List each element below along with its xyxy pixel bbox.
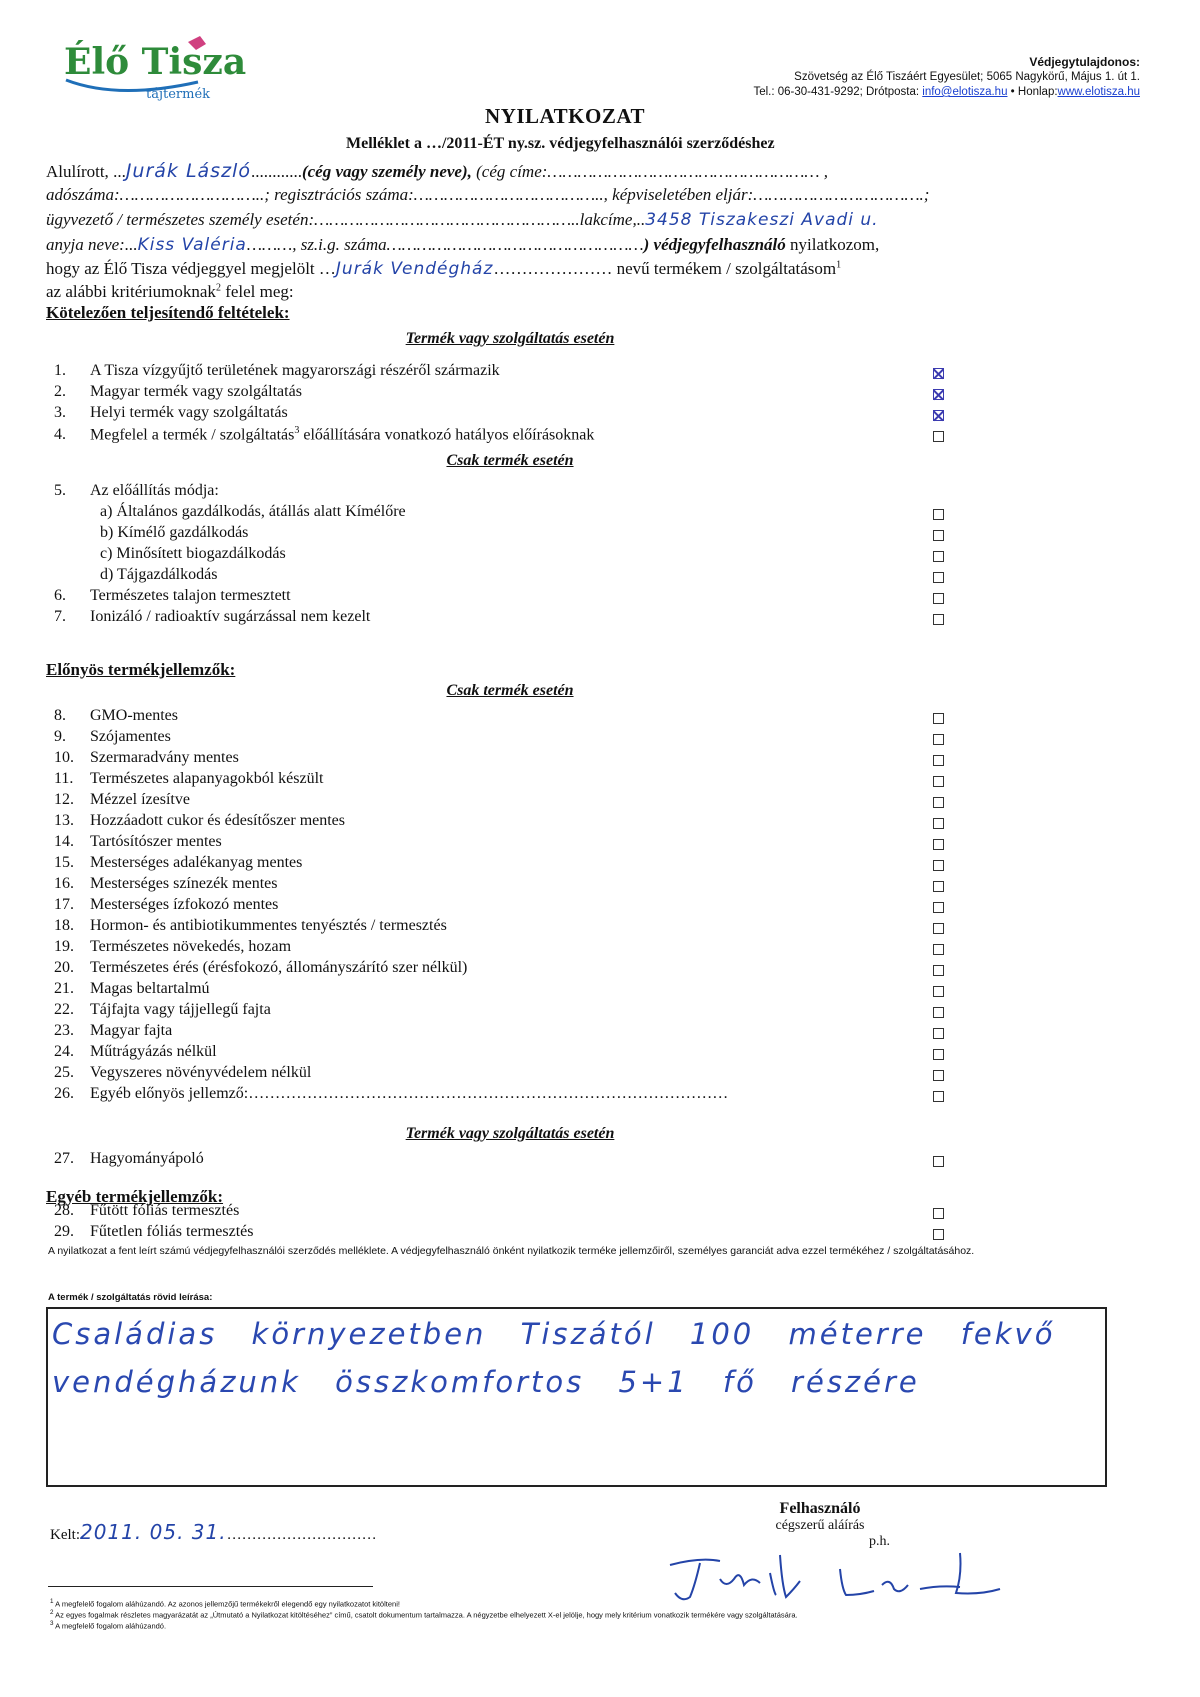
criteria-number: 20. xyxy=(54,959,74,976)
declaration-line-5: hogy az Élő Tisza védjeggyel megjelölt …Jurák Vendégház………………… nevű termékem / szolgáltatásom$^1$ xyxy=(46,259,842,279)
criteria-item xyxy=(54,1001,271,1019)
page-subtitle: Melléklet a …/2011-ÉT ny.sz. védjegyfelhasználói szerződéshez xyxy=(346,135,775,152)
logo-graphic xyxy=(58,30,258,110)
criteria-checkbox[interactable] xyxy=(933,755,944,766)
criteria-text: Szójamentes xyxy=(90,728,171,745)
criteria-checkbox[interactable] xyxy=(933,389,944,400)
owner-email-link[interactable]: info@elotisza.hu xyxy=(922,86,1008,98)
criteria-number: 22. xyxy=(54,1001,74,1018)
criteria-item xyxy=(100,503,406,521)
criteria-checkbox[interactable] xyxy=(933,1091,944,1102)
criteria-item xyxy=(54,362,500,380)
label-alulirott: Alulírott, xyxy=(46,162,109,181)
criteria-item xyxy=(54,917,447,935)
criteria-checkbox[interactable] xyxy=(933,551,944,562)
criteria-text: Magas beltartalmú xyxy=(90,980,210,997)
criteria-item xyxy=(54,482,219,500)
criteria-number: 9. xyxy=(54,728,66,745)
criteria-text: Az előállítás módja: xyxy=(90,482,219,499)
logo-tagline-text: tájtermék xyxy=(146,87,211,102)
date-field: Kelt:2011. 05. 31.………………………… xyxy=(50,1520,377,1544)
criteria-text: Mesterséges ízfokozó mentes xyxy=(90,896,279,913)
criteria-item xyxy=(54,854,302,872)
signature-graphic xyxy=(660,1545,1020,1615)
criteria-item xyxy=(54,833,222,851)
user-stamp-label: p.h. xyxy=(869,1534,890,1549)
criteria-number: 18. xyxy=(54,917,74,934)
criteria-checkbox[interactable] xyxy=(933,1208,944,1219)
section-other: Egyéb termékjellemzők: xyxy=(46,1187,224,1206)
criteria-text: Természetes növekedés, hozam xyxy=(90,938,292,955)
criteria-number: 17. xyxy=(54,896,74,913)
criteria-text-continued: előállítására vonatkozó hatályos előírásoknak xyxy=(299,426,595,444)
label-company-address: (cég címe: xyxy=(476,162,548,181)
criteria-checkbox[interactable] xyxy=(933,1049,944,1060)
criteria-number: 19. xyxy=(54,938,74,955)
subsection-product-only: Csak termék esetén xyxy=(446,452,574,469)
owner-phone: Tel.: 06-30-431-9292; Drótposta: xyxy=(753,86,920,98)
criteria-number: 29. xyxy=(54,1223,74,1240)
criteria-text: b) Kímélő gazdálkodás xyxy=(100,524,249,541)
criteria-text: d) Tájgazdálkodás xyxy=(100,566,218,583)
criteria-text: GMO-mentes xyxy=(90,707,178,724)
logo-brand-text: Élő Tisza xyxy=(64,41,247,83)
criteria-item xyxy=(54,980,210,998)
criteria-text: a) Általános gazdálkodás, átállás alatt Kímélőre xyxy=(100,503,406,520)
criteria-item xyxy=(54,1085,728,1103)
section-beneficial: Előnyös termékjellemzők: xyxy=(46,660,236,679)
criteria-item xyxy=(54,1150,204,1168)
criteria-text: Hormon- és antibiotikummentes tenyésztés / termesztés xyxy=(90,917,447,934)
description-handwritten-text: Családias környezetben Tiszától 100 méterre fekvő vendégházunk összkomfortos 5+1 fő részére xyxy=(52,1317,1056,1399)
handwritten-mother-name: Kiss Valéria xyxy=(137,235,247,255)
trademark-owner-block xyxy=(753,55,1140,100)
label-registration-number: ; regisztrációs száma: xyxy=(264,185,414,204)
criteria-text: Fűtött fóliás termesztés xyxy=(90,1202,240,1219)
label-complies: felel meg: xyxy=(225,282,294,301)
criteria-number: 26. xyxy=(54,1085,74,1102)
criteria-text: Hozzáadott cukor és édesítőszer mentes xyxy=(90,812,346,829)
criteria-text: Vegyszeres növényvédelem nélkül xyxy=(90,1064,312,1081)
criteria-number: 1. xyxy=(54,362,66,379)
criteria-checkbox[interactable] xyxy=(933,614,944,625)
subsection-product-or-service: Termék vagy szolgáltatás esetén xyxy=(405,330,615,347)
criteria-number: 4. xyxy=(54,426,66,444)
fill-in-dots: ……………………………………………………………………………… xyxy=(248,1085,729,1102)
user-title: Felhasználó xyxy=(779,1500,861,1517)
criteria-checkbox[interactable] xyxy=(933,593,944,604)
declaration-line-2: adószáma:………………………..; regisztrációs száma:……………………………….., képviseletében eljár:…………………………….; xyxy=(46,185,930,204)
criteria-text: Ionizáló / radioaktív sugárzással nem kezelt xyxy=(90,608,371,625)
criteria-checkbox[interactable] xyxy=(933,818,944,829)
criteria-number: 25. xyxy=(54,1064,74,1081)
criteria-item xyxy=(54,404,288,422)
criteria-number: 5. xyxy=(54,482,66,499)
criteria-item xyxy=(54,770,323,788)
subsection-product-only-2: Csak termék esetén xyxy=(446,682,574,699)
label-marked-with: hogy az Élő Tisza védjeggyel megjelölt xyxy=(46,259,315,278)
criteria-number: 14. xyxy=(54,833,74,850)
label-represented-by: , képviseletében eljár: xyxy=(603,185,754,204)
criteria-number: 21. xyxy=(54,980,74,997)
criteria-item xyxy=(100,524,248,542)
criteria-checkbox[interactable] xyxy=(933,410,944,421)
criteria-text: A Tisza vízgyűjtő területének magyarországi részéről származik xyxy=(90,362,500,379)
criteria-checkbox[interactable] xyxy=(933,572,944,583)
criteria-item xyxy=(54,1223,254,1241)
criteria-checkbox[interactable] xyxy=(933,881,944,892)
criteria-text: Hagyományápoló xyxy=(90,1150,204,1167)
criteria-item xyxy=(54,425,594,444)
criteria-item xyxy=(54,959,467,977)
label-tax-number: adószáma: xyxy=(46,185,120,204)
criteria-item xyxy=(54,587,291,605)
criteria-item xyxy=(54,812,345,830)
criteria-item xyxy=(54,1022,172,1040)
label-criteria: az alábbi kritériumoknak xyxy=(46,282,216,301)
owner-web-label: • Honlap: xyxy=(1010,86,1058,98)
criteria-text: Természetes talajon termesztett xyxy=(90,587,291,604)
criteria-item xyxy=(54,749,239,767)
label-company-name: (cég vagy személy neve), xyxy=(301,162,472,181)
criteria-checkbox[interactable] xyxy=(933,713,944,724)
criteria-item xyxy=(54,1043,217,1061)
criteria-item xyxy=(54,791,190,809)
criteria-text: Magyar termék vagy szolgáltatás xyxy=(90,383,302,400)
handwritten-name: Jurák László xyxy=(125,160,251,182)
criteria-item xyxy=(54,938,291,956)
criteria-text: Helyi termék vagy szolgáltatás xyxy=(90,404,288,421)
page-title: NYILATKOZAT xyxy=(485,104,645,128)
declaration-line-3: ügyvezető / természetes személy esetén:……………………………………………..lakcíme,..3458 Tiszakeszi Avadi u. xyxy=(46,210,879,230)
criteria-checkbox[interactable] xyxy=(933,368,944,379)
criteria-checkbox[interactable] xyxy=(933,839,944,850)
criteria-number: 3. xyxy=(54,404,66,421)
label-nyilatkozom: nyilatkozom, xyxy=(790,235,880,254)
criteria-footnote-ref: 3 xyxy=(294,425,300,436)
label-manager: ügyvezető / természetes személy esetén: xyxy=(46,210,315,229)
criteria-number: 7. xyxy=(54,608,66,625)
criteria-checkbox[interactable] xyxy=(933,431,944,442)
handwritten-product-name: Jurák Vendégház xyxy=(335,259,494,279)
criteria-item xyxy=(54,875,277,893)
criteria-item xyxy=(54,896,278,914)
criteria-checkbox[interactable] xyxy=(933,986,944,997)
criteria-number: 15. xyxy=(54,854,74,871)
criteria-text: Természetes érés (érésfokozó, állományszárító szer nélkül) xyxy=(90,959,468,976)
declaration-note: A nyilatkozat a fent leírt számú védjegyfelhasználói szerződés melléklete. A védjegyfelhasználó önként nyilatkozik terméke jellemzőiről, személyes garanciát adva ezzel termékéhez / szolgáltatásához. xyxy=(48,1245,975,1257)
declaration-line-6: az alábbi kritériumoknak$^2$ felel meg: xyxy=(46,282,294,301)
owner-title: Védjegytulajdonos: xyxy=(1029,55,1140,69)
handwritten-address: 3458 Tiszakeszi Avadi u. xyxy=(645,210,879,230)
criteria-item xyxy=(54,608,370,626)
owner-address: Szövetség az Élő Tiszáért Egyesület; 5065 Nagykörű, Május 1. út 1. xyxy=(794,71,1140,83)
criteria-checkbox[interactable] xyxy=(933,1156,944,1167)
criteria-checkbox[interactable] xyxy=(933,944,944,955)
declaration-line-1: Alulírott, ...Jurák László............(cég vagy személy neve), (cég címe:……………………………………………… , xyxy=(46,160,828,182)
criteria-text: Megfelel a termék / szolgáltatás xyxy=(90,426,295,444)
criteria-number: 2. xyxy=(54,383,66,400)
criteria-item xyxy=(54,707,178,725)
label-mother-name: anyja neve: xyxy=(46,235,125,254)
criteria-number: 28. xyxy=(54,1202,74,1219)
criteria-number: 8. xyxy=(54,707,66,724)
label-trademark-user: ) védjegyfelhasználó xyxy=(643,235,786,254)
user-signature-block xyxy=(740,1500,900,1550)
criteria-checkbox[interactable] xyxy=(933,902,944,913)
criteria-checkbox[interactable] xyxy=(933,1229,944,1240)
criteria-number: 6. xyxy=(54,587,66,604)
criteria-checkbox[interactable] xyxy=(933,797,944,808)
criteria-number: 16. xyxy=(54,875,74,892)
criteria-text: Tartósítószer mentes xyxy=(90,833,222,850)
criteria-checkbox[interactable] xyxy=(933,1070,944,1081)
criteria-number: 23. xyxy=(54,1022,74,1039)
handwritten-date: 2011. 05. 31. xyxy=(80,1520,227,1544)
footnote-3: $^3$ A megfelelő fogalom aláhúzandó. xyxy=(50,1620,167,1631)
footnote-2-text: Az egyes fogalmak részletes magyarázatát az „Útmutató a Nyilatkozat kitöltéséhez” című, csatolt dokumentum tartalmazza. A négyzetbe elhelyezett X-el jelölje, hogy mely kritérium vonatkozik termékére vagy szolgáltatására. xyxy=(55,1610,798,1620)
criteria-item xyxy=(54,383,302,401)
label-id-number: , sz.i.g. száma xyxy=(292,235,387,254)
footnote-1-text: A megfelelő fogalom aláhúzandó. Az azonos jellemzőjű termékekről elegendő egy nyilatkozatot kitölteni! xyxy=(55,1599,400,1609)
date-label: Kelt: xyxy=(50,1527,80,1543)
criteria-text: Tájfajta vagy tájjellegű fajta xyxy=(90,1001,271,1018)
footnote-2: $^2$ Az egyes fogalmak részletes magyarázatát az „Útmutató a Nyilatkozat kitöltéséhez” című, csatolt dokumentum tartalmazza. A négyzetbe elhelyezett X-el jelölje, hogy mely kritérium vonatkozik termékére vagy szolgáltatására. xyxy=(50,1609,798,1620)
footnote-3-text: A megfelelő fogalom aláhúzandó. xyxy=(55,1621,167,1631)
criteria-checkbox[interactable] xyxy=(933,530,944,541)
criteria-text: Mesterséges színezék mentes xyxy=(90,875,278,892)
owner-web-link[interactable]: www.elotisza.hu xyxy=(1057,86,1140,98)
criteria-checkbox[interactable] xyxy=(933,923,944,934)
criteria-checkbox[interactable] xyxy=(933,1007,944,1018)
criteria-item xyxy=(54,728,171,746)
criteria-text: Szermaradvány mentes xyxy=(90,749,239,766)
criteria-number: 12. xyxy=(54,791,74,808)
criteria-item xyxy=(100,545,286,563)
criteria-text: Mesterséges adalékanyag mentes xyxy=(90,854,303,871)
criteria-checkbox[interactable] xyxy=(933,1028,944,1039)
criteria-checkbox[interactable] xyxy=(933,965,944,976)
criteria-item xyxy=(54,1064,311,1082)
label-residence: lakcíme, xyxy=(579,210,637,229)
criteria-text: Egyéb előnyös jellemző: xyxy=(90,1085,249,1102)
criteria-checkbox[interactable] xyxy=(933,776,944,787)
criteria-number: 13. xyxy=(54,812,74,829)
criteria-item xyxy=(54,1202,239,1220)
criteria-text: Mézzel ízesítve xyxy=(90,791,190,808)
criteria-text: Fűtetlen fóliás termesztés xyxy=(90,1223,254,1240)
footnote-1: $^1$ A megfelelő fogalom aláhúzandó. Az azonos jellemzőjű termékekről elegendő egy nyilatkozatot kitölteni! xyxy=(50,1598,400,1609)
criteria-item xyxy=(100,566,217,584)
criteria-text: c) Minősített biogazdálkodás xyxy=(100,545,286,562)
user-signature-label: cégszerű aláírás xyxy=(775,1518,865,1533)
criteria-number: 27. xyxy=(54,1150,74,1167)
criteria-checkbox[interactable] xyxy=(933,509,944,520)
criteria-number: 24. xyxy=(54,1043,74,1060)
elo-tisza-logo xyxy=(58,30,258,110)
declaration-line-4: anyja neve:...Kiss Valéria………, sz.i.g. száma……………………………………………) védjegyfelhasználó nyilatkozom, xyxy=(46,235,880,255)
criteria-checkbox[interactable] xyxy=(933,860,944,871)
criteria-number: 10. xyxy=(54,749,74,766)
criteria-text: Magyar fajta xyxy=(90,1022,173,1039)
criteria-checkbox[interactable] xyxy=(933,734,944,745)
footnote-divider xyxy=(48,1586,373,1587)
criteria-number: 11. xyxy=(54,770,74,787)
description-label: A termék / szolgáltatás rövid leírása: xyxy=(48,1292,213,1303)
label-product-service: nevű termékem / szolgáltatásom xyxy=(616,259,837,278)
criteria-text: Műtrágyázás nélkül xyxy=(90,1043,217,1060)
section-mandatory: Kötelezően teljesítendő feltételek: xyxy=(46,303,290,322)
subsection-product-or-service-2: Termék vagy szolgáltatás esetén xyxy=(405,1125,615,1142)
owner-contact xyxy=(753,85,1140,100)
criteria-text: Természetes alapanyagokból készült xyxy=(90,770,324,787)
